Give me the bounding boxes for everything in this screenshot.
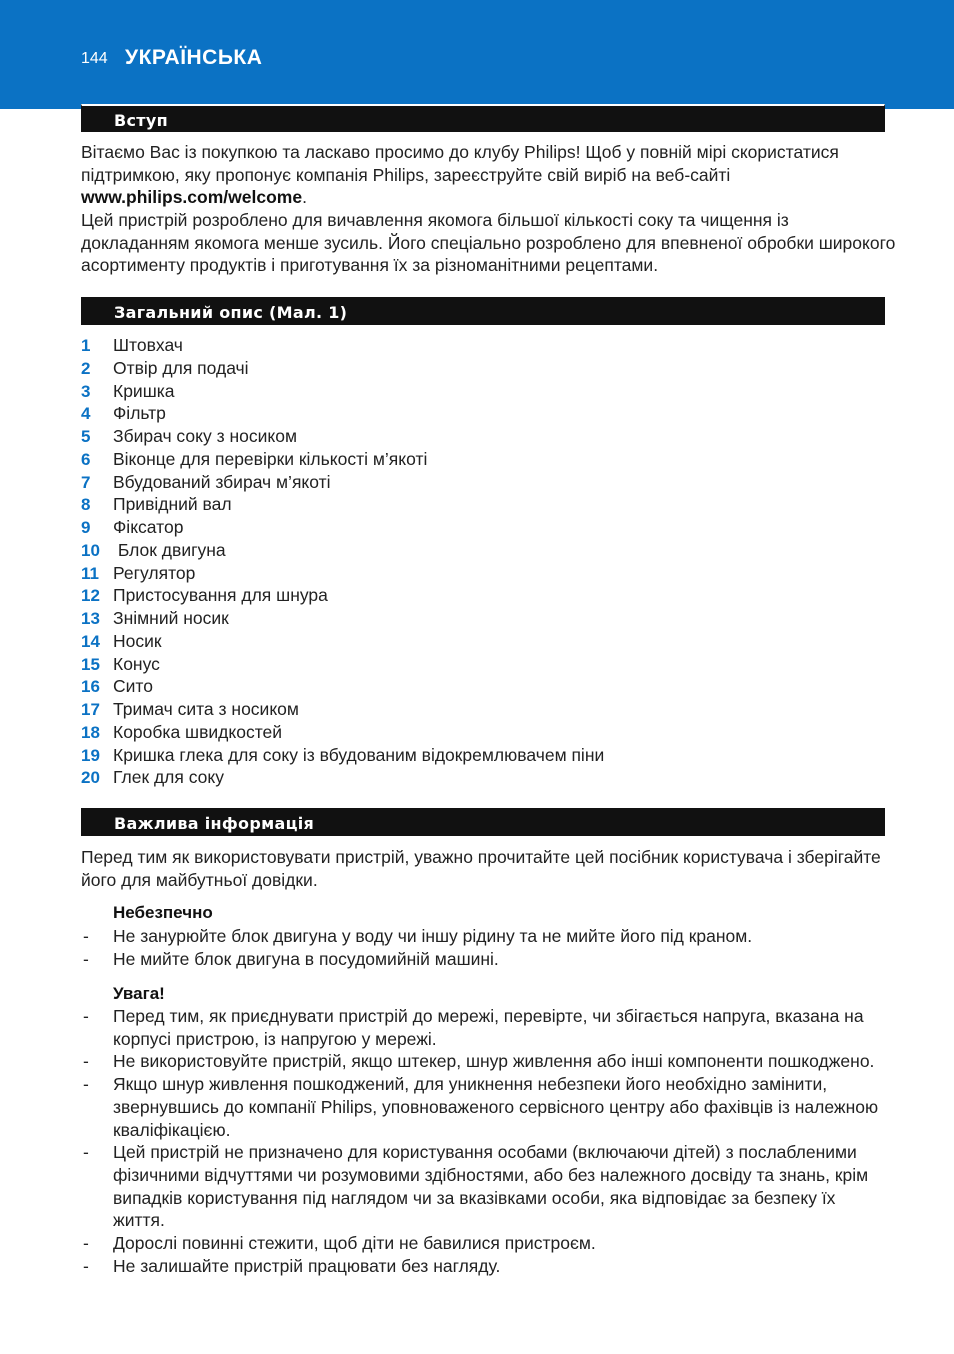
item-number: 9: [81, 518, 91, 537]
bullet-dash: -: [83, 1006, 89, 1026]
parts-list: [81, 334, 604, 789]
danger-list: [81, 925, 891, 970]
item-label: Фіксатор: [113, 517, 184, 537]
item-label: Сито: [113, 676, 153, 697]
item-label: Привідний вал: [113, 494, 232, 515]
item-number: 3: [81, 381, 91, 401]
section-header-overview: [81, 297, 885, 325]
bullet-text: Не занурюйте блок двигуна у воду чи іншу рідину та не мийте його під краном.: [113, 926, 753, 946]
item-number: 4: [81, 404, 91, 424]
welcome-link[interactable]: www.philips.com/welcome: [81, 187, 303, 208]
list-item: [81, 721, 604, 744]
item-number: 20: [81, 768, 100, 788]
list-item: [81, 402, 604, 425]
list-item: [81, 1232, 891, 1255]
bullet-dash: -: [83, 926, 89, 946]
item-label: Регулятор: [113, 562, 196, 583]
bullet-dash: -: [83, 1051, 89, 1072]
danger-heading: Небезпечно: [113, 903, 213, 922]
item-label: Тримач сита з носиком: [113, 699, 299, 719]
bullet-text: Не мийте блок двигуна в посудомийній машині.: [113, 948, 499, 969]
item-number: 8: [81, 495, 91, 515]
important-intro: Перед тим як використовувати пристрій, уважно прочитайте цей посібник користувача і зберігайте його для майбутньої довідки.: [81, 847, 881, 890]
list-item: [81, 766, 604, 789]
section-title: Вступ: [114, 111, 168, 130]
list-item: [81, 1050, 891, 1073]
warning-list: [81, 1005, 891, 1277]
item-number: 14: [81, 631, 100, 651]
bullet-text: Цей пристрій не призначено для користування особами (включаючи дітей) з послабленими фізичними відчуттями чи розумовими здібностями, або без належного досвіду та знань, крім випадків користування під наглядом чи за вказівками особи, яка відповідає за безпеку їх життя.: [113, 1142, 869, 1231]
item-number: 7: [81, 472, 91, 492]
list-item: [81, 1255, 891, 1278]
item-label: Блок двигуна: [113, 539, 226, 560]
list-item: [81, 357, 604, 380]
list-item: [81, 607, 604, 630]
bullet-dash: -: [83, 948, 89, 969]
bullet-text: Не залишайте пристрій працювати без нагляду.: [113, 1255, 501, 1276]
section-header-important: [81, 808, 885, 836]
item-number: 19: [81, 745, 100, 765]
item-number: 10: [81, 540, 100, 560]
list-item: [81, 925, 891, 948]
item-number: 11: [81, 563, 99, 583]
warning-heading: Увага!: [113, 984, 165, 1003]
list-item: [81, 493, 604, 516]
list-item: [81, 539, 604, 562]
intro-paragraph-2: Цей пристрій розроблено для вичавлення якомога більшої кількості соку та чищення із докладанням якомога менше зусиль. Його спеціально розроблено для впевненої обробки широкого асортименту продуктів і приготування їх за різноманітними рецептами.: [81, 210, 896, 276]
section-header-intro: [81, 104, 885, 132]
intro-text-end: .: [302, 187, 307, 208]
bullet-text: Перед тим, як приєднувати пристрій до мережі, перевірте, чи збігається напруга, вказана на корпусі пристрою, із напругою у мережі.: [113, 1006, 864, 1049]
item-label: Фільтр: [113, 403, 166, 424]
item-number: 2: [81, 358, 91, 378]
list-item: [81, 948, 891, 971]
item-label: Глек для соку: [113, 767, 224, 788]
item-label: Отвір для подачі: [113, 357, 249, 378]
item-number: 15: [81, 654, 100, 674]
list-item: [81, 380, 604, 403]
list-item: [81, 584, 604, 607]
list-item: [81, 516, 604, 539]
item-label: Пристосування для шнура: [113, 585, 328, 606]
item-label: Носик: [113, 630, 162, 651]
bullet-text: Дорослі повинні стежити, щоб діти не бавилися пристроєм.: [113, 1233, 596, 1254]
page-number: 144: [81, 50, 108, 67]
section-title: Загальний опис (Мал. 1): [114, 303, 348, 322]
list-item: [81, 471, 604, 494]
list-item: [81, 675, 604, 698]
item-number: 16: [81, 677, 100, 697]
intro-text: Вітаємо Вас із покупкою та ласкаво просимо до клубу Philips! Щоб у повній мірі скористатися підтримкою, яку пропонує компанія Philips, зареєструйте свій виріб на веб-сайті: [81, 142, 839, 185]
item-label: Коробка швидкостей: [113, 721, 283, 742]
list-item: [81, 630, 604, 653]
item-number: 6: [81, 449, 91, 469]
item-label: Штовхач: [113, 335, 183, 355]
list-item: [81, 448, 604, 471]
item-number: 18: [81, 722, 100, 742]
item-number: 13: [81, 609, 100, 628]
item-label: Знімний носик: [113, 608, 229, 628]
item-label: Збирач соку з носиком: [113, 426, 297, 446]
list-item: [81, 562, 604, 585]
bullet-dash: -: [83, 1074, 89, 1095]
header-bar: [0, 0, 954, 109]
bullet-text: Не використовуйте пристрій, якщо штекер, шнур живлення або інші компоненти пошкоджено.: [113, 1051, 875, 1072]
list-item: [81, 334, 604, 357]
list-item: [81, 698, 604, 721]
item-label: Кришка: [113, 380, 175, 401]
bullet-dash: -: [83, 1255, 89, 1276]
item-label: Віконце для перевірки кількості м’якоті: [113, 448, 428, 469]
list-item: [81, 1141, 891, 1232]
list-item: [81, 653, 604, 676]
language-title: УКРАЇНСЬКА: [125, 46, 263, 69]
item-label: Конус: [113, 653, 160, 674]
intro-paragraph-1: [81, 141, 901, 209]
item-label: Кришка глека для соку із вбудованим відокремлювачем піни: [113, 744, 605, 765]
list-item: [81, 744, 604, 767]
bullet-dash: -: [83, 1142, 89, 1163]
list-item: [81, 1005, 891, 1050]
item-label: Вбудований збирач м’якоті: [113, 471, 331, 492]
section-title: Важлива інформація: [114, 814, 315, 833]
item-number: 12: [81, 586, 100, 606]
bullet-dash: -: [83, 1233, 89, 1254]
list-item: [81, 1073, 891, 1141]
item-number: 5: [81, 427, 91, 446]
bullet-text: Якщо шнур живлення пошкоджений, для уникнення небезпеки його необхідно замінити, звернувшись до компанії Philips, уповноваженого сервісного центру або фахівців із належною кваліфікацією.: [113, 1074, 879, 1140]
item-number: 17: [81, 700, 100, 719]
item-number: 1: [81, 336, 91, 355]
list-item: [81, 425, 604, 448]
